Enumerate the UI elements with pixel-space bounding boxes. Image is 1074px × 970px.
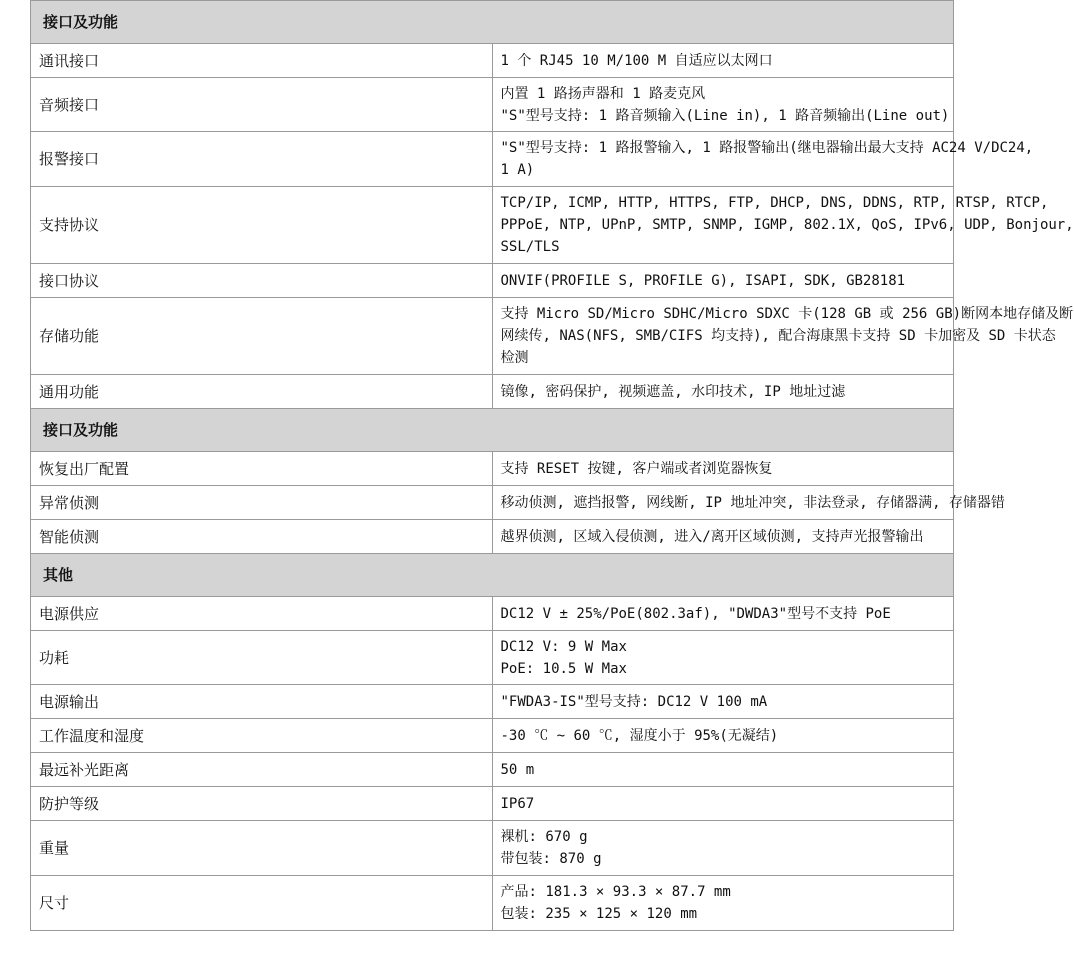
row-value <box>492 631 954 685</box>
table-row <box>31 520 954 554</box>
value-line: SSL/TLS <box>500 239 560 255</box>
row-value <box>492 597 954 631</box>
row-label: 通用功能 <box>31 375 493 409</box>
value-line: -30 ℃ ~ 60 ℃, 湿度小于 95%(无凝结) <box>500 727 779 744</box>
value-line: 检测 <box>500 350 529 366</box>
row-label: 异常侦测 <box>31 486 493 520</box>
value-line: 支持 RESET 按键, 客户端或者浏览器恢复 <box>500 460 773 477</box>
table-row <box>31 298 954 375</box>
table-row <box>31 685 954 719</box>
value-line: "FWDA3-IS"型号支持: DC12 V 100 mA <box>500 693 768 710</box>
table-row <box>31 787 954 821</box>
row-value <box>492 685 954 719</box>
row-label: 防护等级 <box>31 787 493 821</box>
row-label: 电源输出 <box>31 685 493 719</box>
table-row <box>31 597 954 631</box>
table-row <box>31 876 954 931</box>
row-label: 尺寸 <box>31 876 493 931</box>
value-line: "S"型号支持: 1 路音频输入(Line in), 1 路音频输出(Line out) <box>500 107 950 124</box>
value-line: 网续传, NAS(NFS, SMB/CIFS 均支持), 配合海康黑卡支持 SD 卡加密及 SD 卡状态 <box>500 328 1056 344</box>
row-value <box>492 787 954 821</box>
value-line: 内置 1 路扬声器和 1 路麦克风 <box>500 85 706 102</box>
row-label: 最远补光距离 <box>31 753 493 787</box>
row-value <box>492 876 954 931</box>
value-line: ONVIF(PROFILE S, PROFILE G), ISAPI, SDK, GB28181 <box>500 272 906 289</box>
value-line: IP67 <box>500 795 535 812</box>
table-row <box>31 78 954 132</box>
row-value <box>492 520 954 554</box>
value-line: 越界侦测, 区域入侵侦测, 进入/离开区域侦测, 支持声光报警输出 <box>500 528 924 545</box>
value-line: DC12 V ± 25%/PoE(802.3af), "DWDA3"型号不支持 PoE <box>500 605 891 622</box>
value-line: 包装: 235 × 125 × 120 mm <box>500 906 698 922</box>
section-header <box>31 554 954 597</box>
table-row <box>31 132 954 187</box>
row-value <box>492 44 954 78</box>
row-label: 存储功能 <box>31 298 493 375</box>
table-row <box>31 719 954 753</box>
table-row <box>31 44 954 78</box>
table-row <box>31 375 954 409</box>
spec-table-body <box>31 1 1074 931</box>
section-title: 接口及功能 <box>31 1 954 44</box>
value-line: TCP/IP, ICMP, HTTP, HTTPS, FTP, DHCP, DNS, DDNS, RTP, RTSP, RTCP, <box>500 195 1049 211</box>
section-header <box>31 1 954 44</box>
value-line: 产品: 181.3 × 93.3 × 87.7 mm <box>500 884 731 900</box>
row-value <box>492 753 954 787</box>
section-header <box>31 409 954 452</box>
row-label: 音频接口 <box>31 78 493 132</box>
value-line: 1 个 RJ45 10 M/100 M 自适应以太网口 <box>500 52 773 69</box>
value-line: 1 A) <box>500 162 535 178</box>
row-label: 重量 <box>31 821 493 876</box>
row-value <box>492 719 954 753</box>
row-value <box>492 486 1005 520</box>
row-label: 智能侦测 <box>31 520 493 554</box>
row-value <box>492 187 1074 264</box>
row-label: 功耗 <box>31 631 493 685</box>
row-value <box>492 264 954 298</box>
table-row <box>31 753 954 787</box>
value-line: PoE: 10.5 W Max <box>500 660 627 677</box>
row-value <box>492 821 954 876</box>
table-row <box>31 452 954 486</box>
row-label: 通讯接口 <box>31 44 493 78</box>
value-line: 支持 Micro SD/Micro SDHC/Micro SDXC 卡(128 GB 或 256 GB)断网本地存储及断 <box>500 306 1074 322</box>
row-value <box>492 298 1074 375</box>
value-line: 50 m <box>500 761 535 778</box>
value-line: PPPoE, NTP, UPnP, SMTP, SNMP, IGMP, 802.1X, QoS, IPv6, UDP, Bonjour, <box>500 217 1074 233</box>
value-line: DC12 V: 9 W Max <box>500 638 627 655</box>
row-label: 接口协议 <box>31 264 493 298</box>
value-line: 移动侦测, 遮挡报警, 网线断, IP 地址冲突, 非法登录, 存储器满, 存储器错 <box>500 494 1005 511</box>
table-row <box>31 187 954 264</box>
row-label: 电源供应 <box>31 597 493 631</box>
row-value <box>492 375 954 409</box>
row-value <box>492 132 1034 187</box>
row-label: 支持协议 <box>31 187 493 264</box>
row-label: 报警接口 <box>31 132 493 187</box>
row-value <box>492 452 954 486</box>
row-label: 恢复出厂配置 <box>31 452 493 486</box>
table-row <box>31 821 954 876</box>
table-row <box>31 631 954 685</box>
value-line: "S"型号支持: 1 路报警输入, 1 路报警输出(继电器输出最大支持 AC24 V/DC24, <box>500 140 1034 156</box>
value-line: 带包装: 870 g <box>500 851 602 867</box>
section-title: 其他 <box>31 554 954 597</box>
spec-table <box>30 0 1074 931</box>
section-title: 接口及功能 <box>31 409 954 452</box>
row-value <box>492 78 954 132</box>
table-row <box>31 264 954 298</box>
row-label: 工作温度和湿度 <box>31 719 493 753</box>
value-line: 镜像, 密码保护, 视频遮盖, 水印技术, IP 地址过滤 <box>500 383 846 400</box>
value-line: 裸机: 670 g <box>500 829 588 845</box>
table-row <box>31 486 954 520</box>
